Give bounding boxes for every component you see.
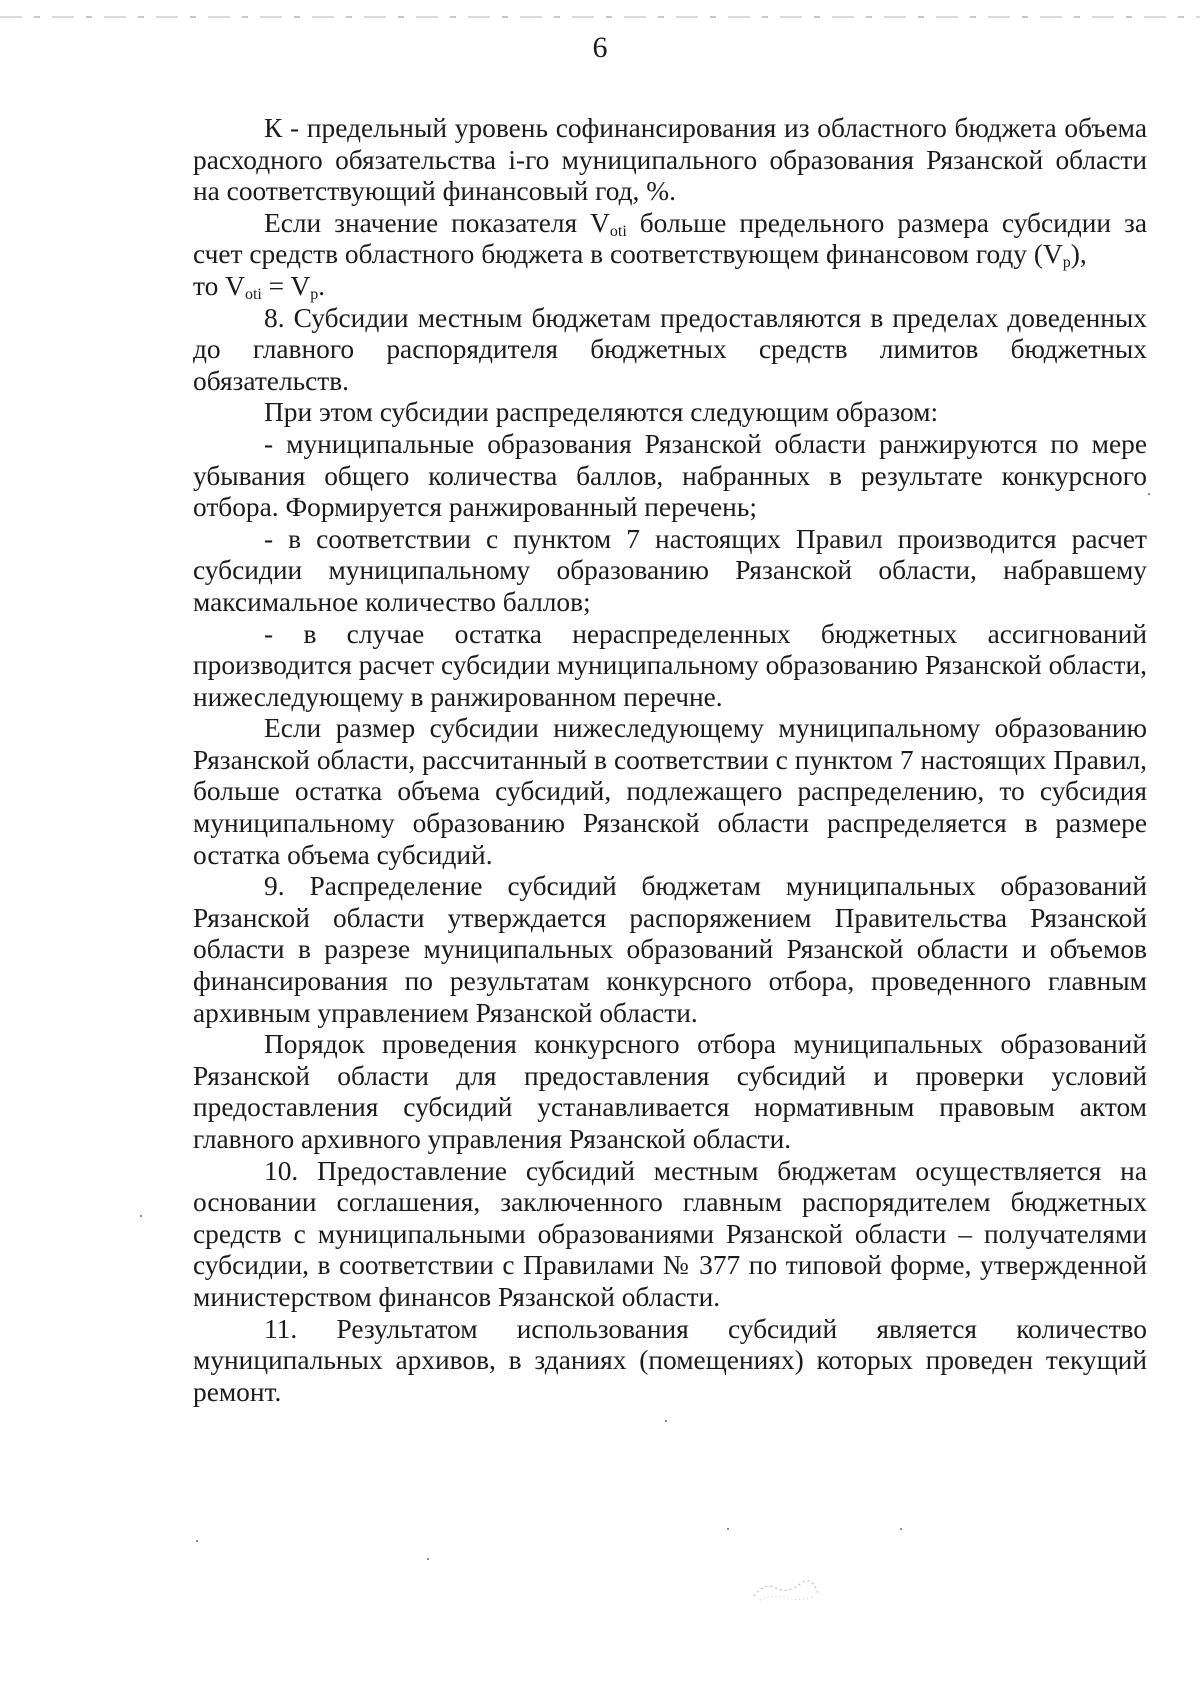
document-body — [193, 113, 1147, 1408]
voti-text-end: ), — [1070, 239, 1087, 270]
paragraph-11: 11. Результатом использования субсидий является количество муниципальных архивов, в зданиях (помещениях) которых проведен текущий ремонт. — [193, 1313, 1147, 1407]
paragraph-10: 10. Предоставление субсидий местным бюджетам осуществляется на основании соглашения, заключенного главным распорядителем бюджетных средств с муниципальными образованиями Рязанской области – получателями субсидии, в соответствии с Правилами № 377 по типовой форме, утвержденной министерством финансов Рязанской области. — [193, 1155, 1147, 1312]
stamp-smudge-icon — [750, 1570, 822, 1604]
paragraph-procedure: Порядок проведения конкурсного отбора муниципальных образований Рязанской области для предоставления субсидий и проверки условий предоставления субсидий устанавливается нормативным правовым актом главного архивного управления Рязанской области. — [193, 1029, 1147, 1154]
scan-speck — [900, 1528, 902, 1530]
equation-subscript-oti: oti — [244, 285, 262, 303]
scan-speck — [140, 1215, 142, 1217]
scan-speck — [727, 1528, 729, 1530]
voti-subscript: oti — [609, 222, 627, 240]
voti-text-middle: больше предельного размера субсидии за счет средств областного бюджета в соответствующем финансовом году (V — [193, 207, 1147, 270]
paragraph-8: 8. Субсидии местным бюджетам предоставляются в пределах доведенных до главного распорядителя бюджетных средств лимитов бюджетных обязательств. — [193, 302, 1147, 396]
vp-subscript: p — [1062, 254, 1071, 272]
scan-speck — [665, 1420, 667, 1422]
equation-middle: = V — [261, 270, 311, 301]
list-item-ranking: - муниципальные образования Рязанской области ранжируются по мере убывания общего количества баллов, набранных в результате конкурсного отбора. Формируется ранжированный перечень; — [193, 428, 1147, 523]
page-number: 6 — [592, 31, 608, 64]
list-item-calculation: - в соответствии с пунктом 7 настоящих Правил производится расчет субсидии муниципальному образованию Рязанской области, набравшему максимальное количество баллов; — [193, 523, 1147, 617]
paragraph-9: 9. Распределение субсидий бюджетам муниципальных образований Рязанской области утверждается распоряжением Правительства Рязанской области в разрезе муниципальных образований Рязанской области и объемов финансирования по результатам конкурсного отбора, проведенного главным архивным управлением Рязанской области. — [193, 871, 1147, 1028]
voti-text-start: Если значение показателя V — [264, 207, 610, 238]
paragraph-voti-equation — [193, 271, 1147, 303]
equation-end: . — [318, 270, 326, 301]
scan-edge-artifact — [0, 16, 1200, 18]
paragraph-voti-condition — [193, 208, 1147, 271]
scan-speck — [1148, 493, 1150, 495]
scan-speck — [196, 1540, 198, 1542]
paragraph-remainder-rule: Если размер субсидии нижеследующему муниципальному образованию Рязанской области, рассчитанный в соответствии с пунктом 7 настоящих Правил, больше остатка объема субсидий, подлежащего распределению, то субсидия муниципальному образованию Рязанской области распределяется в размере остатка объема субсидий. — [193, 713, 1147, 870]
equation-subscript-p: p — [310, 285, 319, 303]
scan-speck — [427, 1558, 429, 1560]
equation-start: то V — [193, 270, 245, 301]
paragraph-k-definition: К - предельный уровень софинансирования из областного бюджета объема расходного обязательства i-го муниципального образования Рязанской области на соответствующий финансовый год, %. — [193, 113, 1147, 207]
paragraph-distribution-intro: При этом субсидии распределяются следующим образом: — [264, 397, 939, 428]
list-item-remainder: - в случае остатка нераспределенных бюджетных ассигнований производится расчет субсидии муниципальному образованию Рязанской области, нижеследующему в ранжированном перечне. — [193, 618, 1147, 712]
